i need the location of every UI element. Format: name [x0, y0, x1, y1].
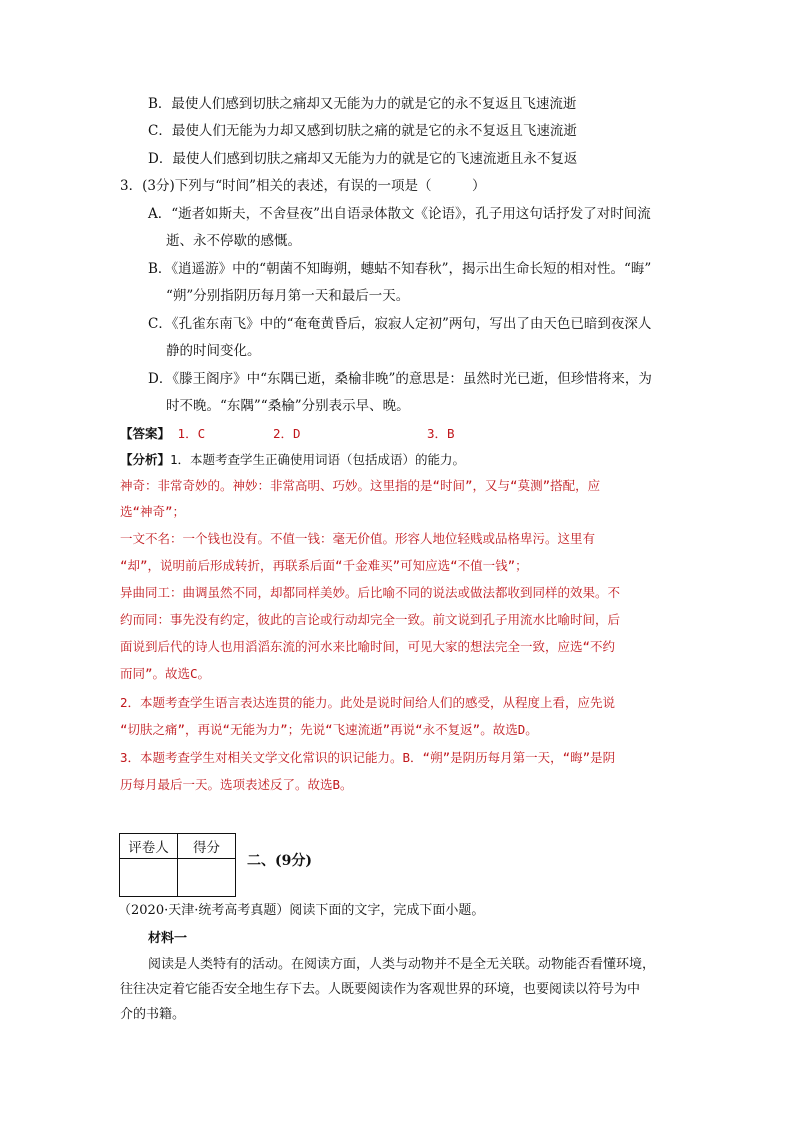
analysis-line: 异曲同工：曲调虽然不同，却都同样美妙。后比喻不同的说法或做法都收到同样的效果。不: [120, 585, 621, 600]
q3-option-c-line1: C．《孔雀东南飞》中的“奄奄黄昏后，寂寂人定初”两句，写出了由天色已暗到夜深人: [148, 316, 652, 332]
answer-1: 1．C: [177, 426, 206, 441]
q2-option-c: C．最使人们无能为力却又感到切肤之痛的就是它的永不复返且飞速流逝: [148, 123, 577, 139]
analysis-line: 而同”。故选C。: [120, 666, 211, 681]
grader-score-table: [119, 833, 236, 897]
q2-option-b: B．最使人们感到切肤之痛却又无能为力的就是它的永不复返且飞速流逝: [148, 96, 577, 112]
q3-option-b-line1: B．《逍遥游》中的“朝菌不知晦朔，蟪蛄不知春秋”，揭示出生命长短的相对性。“晦”: [148, 261, 652, 277]
analysis-line: 历每月最后一天。选项表述反了。故选B。: [120, 777, 353, 792]
material-label: 材料一: [148, 931, 188, 946]
analysis-label: 【分析】: [120, 452, 171, 467]
q2-option-d: D．最使人们感到切肤之痛却又无能为力的就是它的飞速流逝且永不复返: [148, 151, 578, 167]
section-2-title: 二、(9分): [247, 853, 312, 869]
analysis-line: 3．本题考查学生对相关文学文化常识的识记能力。B．“朔”是阴历每月第一天，“晦”是阴: [120, 750, 616, 765]
q3-option-c-line2: 静的时间变化。: [166, 343, 261, 359]
passage-line: 阅读是人类特有的活动。在阅读方面，人类与动物并不是全无关联。动物能否看懂环境，: [148, 957, 656, 972]
q3-option-a-line2: 逝、永不停歇的感慨。: [166, 233, 301, 249]
grader-header: 评卷人: [120, 834, 178, 859]
analysis-line: 约而同：事先没有约定，彼此的言论或行动却完全一致。前文说到孔子用流水比喻时间，后: [120, 612, 621, 627]
analysis-line: 一文不名：一个钱也没有。不值一钱：毫无价值。形容人地位轻贱或品格卑污。这里有: [120, 531, 596, 546]
analysis-line: “切肤之痛”，再说“无能为力”；先说“飞速流逝”再说“永不复返”。故选D。: [120, 722, 538, 737]
q3-option-a-line1: A．“逝者如斯夫，不舍昼夜”出自语录体散文《论语》，孔子用这句话抒发了对时间流: [148, 206, 651, 222]
score-cell[interactable]: [178, 859, 236, 897]
analysis-line: 选“神奇”；: [120, 504, 186, 519]
grader-cell[interactable]: [120, 859, 178, 897]
analysis-line: 2．本题考查学生语言表达连贯的能力。此处是说时间给人们的感受，从程度上看，应先说: [120, 695, 616, 710]
q3-option-d-line2: 时不晚。“东隅”“桑榆”分别表示早、晚。: [166, 398, 410, 414]
analysis-line: 面说到后代的诗人也用滔滔东流的河水来比喻时间，可见大家的想法完全一致，应选“不约: [120, 639, 616, 654]
q3-option-b-line2: “朔”分别指阴历每月第一天和最后一天。: [166, 288, 410, 304]
answer-label: 【答案】: [120, 426, 171, 441]
passage-line: 介的书籍。: [120, 1007, 186, 1022]
q3-stem: 3．(3分)下列与“时间”相关的表述，有误的一项是（ ）: [120, 178, 486, 194]
passage-line: 往往决定着它能否安全地生存下去。人既要阅读作为客观世界的环境，也要阅读以符号为中: [120, 982, 641, 997]
analysis-line: “却”，说明前后形成转折，再联系后面“千金难买”可知应选“不值一钱”；: [120, 558, 528, 573]
score-header: 得分: [178, 834, 236, 859]
answer-3: 3．B: [427, 426, 455, 441]
analysis-line: 神奇：非常奇妙的。神妙：非常高明、巧妙。这里指的是“时间”，又与“莫测”搭配，应: [120, 478, 601, 493]
analysis-first-line: [120, 450, 465, 470]
analysis-point-1: 1．本题考查学生正确使用词语（包括成语）的能力。: [170, 452, 466, 467]
section-2-source: （2020·天津·统考高考真题）阅读下面的文字，完成下面小题。: [118, 903, 485, 918]
answer-2: 2．D: [273, 426, 301, 441]
q3-option-d-line1: D．《滕王阁序》中“东隅已逝，桑榆非晚”的意思是：虽然时光已逝，但珍惜将来，为: [148, 371, 652, 387]
answer-row: [120, 424, 205, 444]
